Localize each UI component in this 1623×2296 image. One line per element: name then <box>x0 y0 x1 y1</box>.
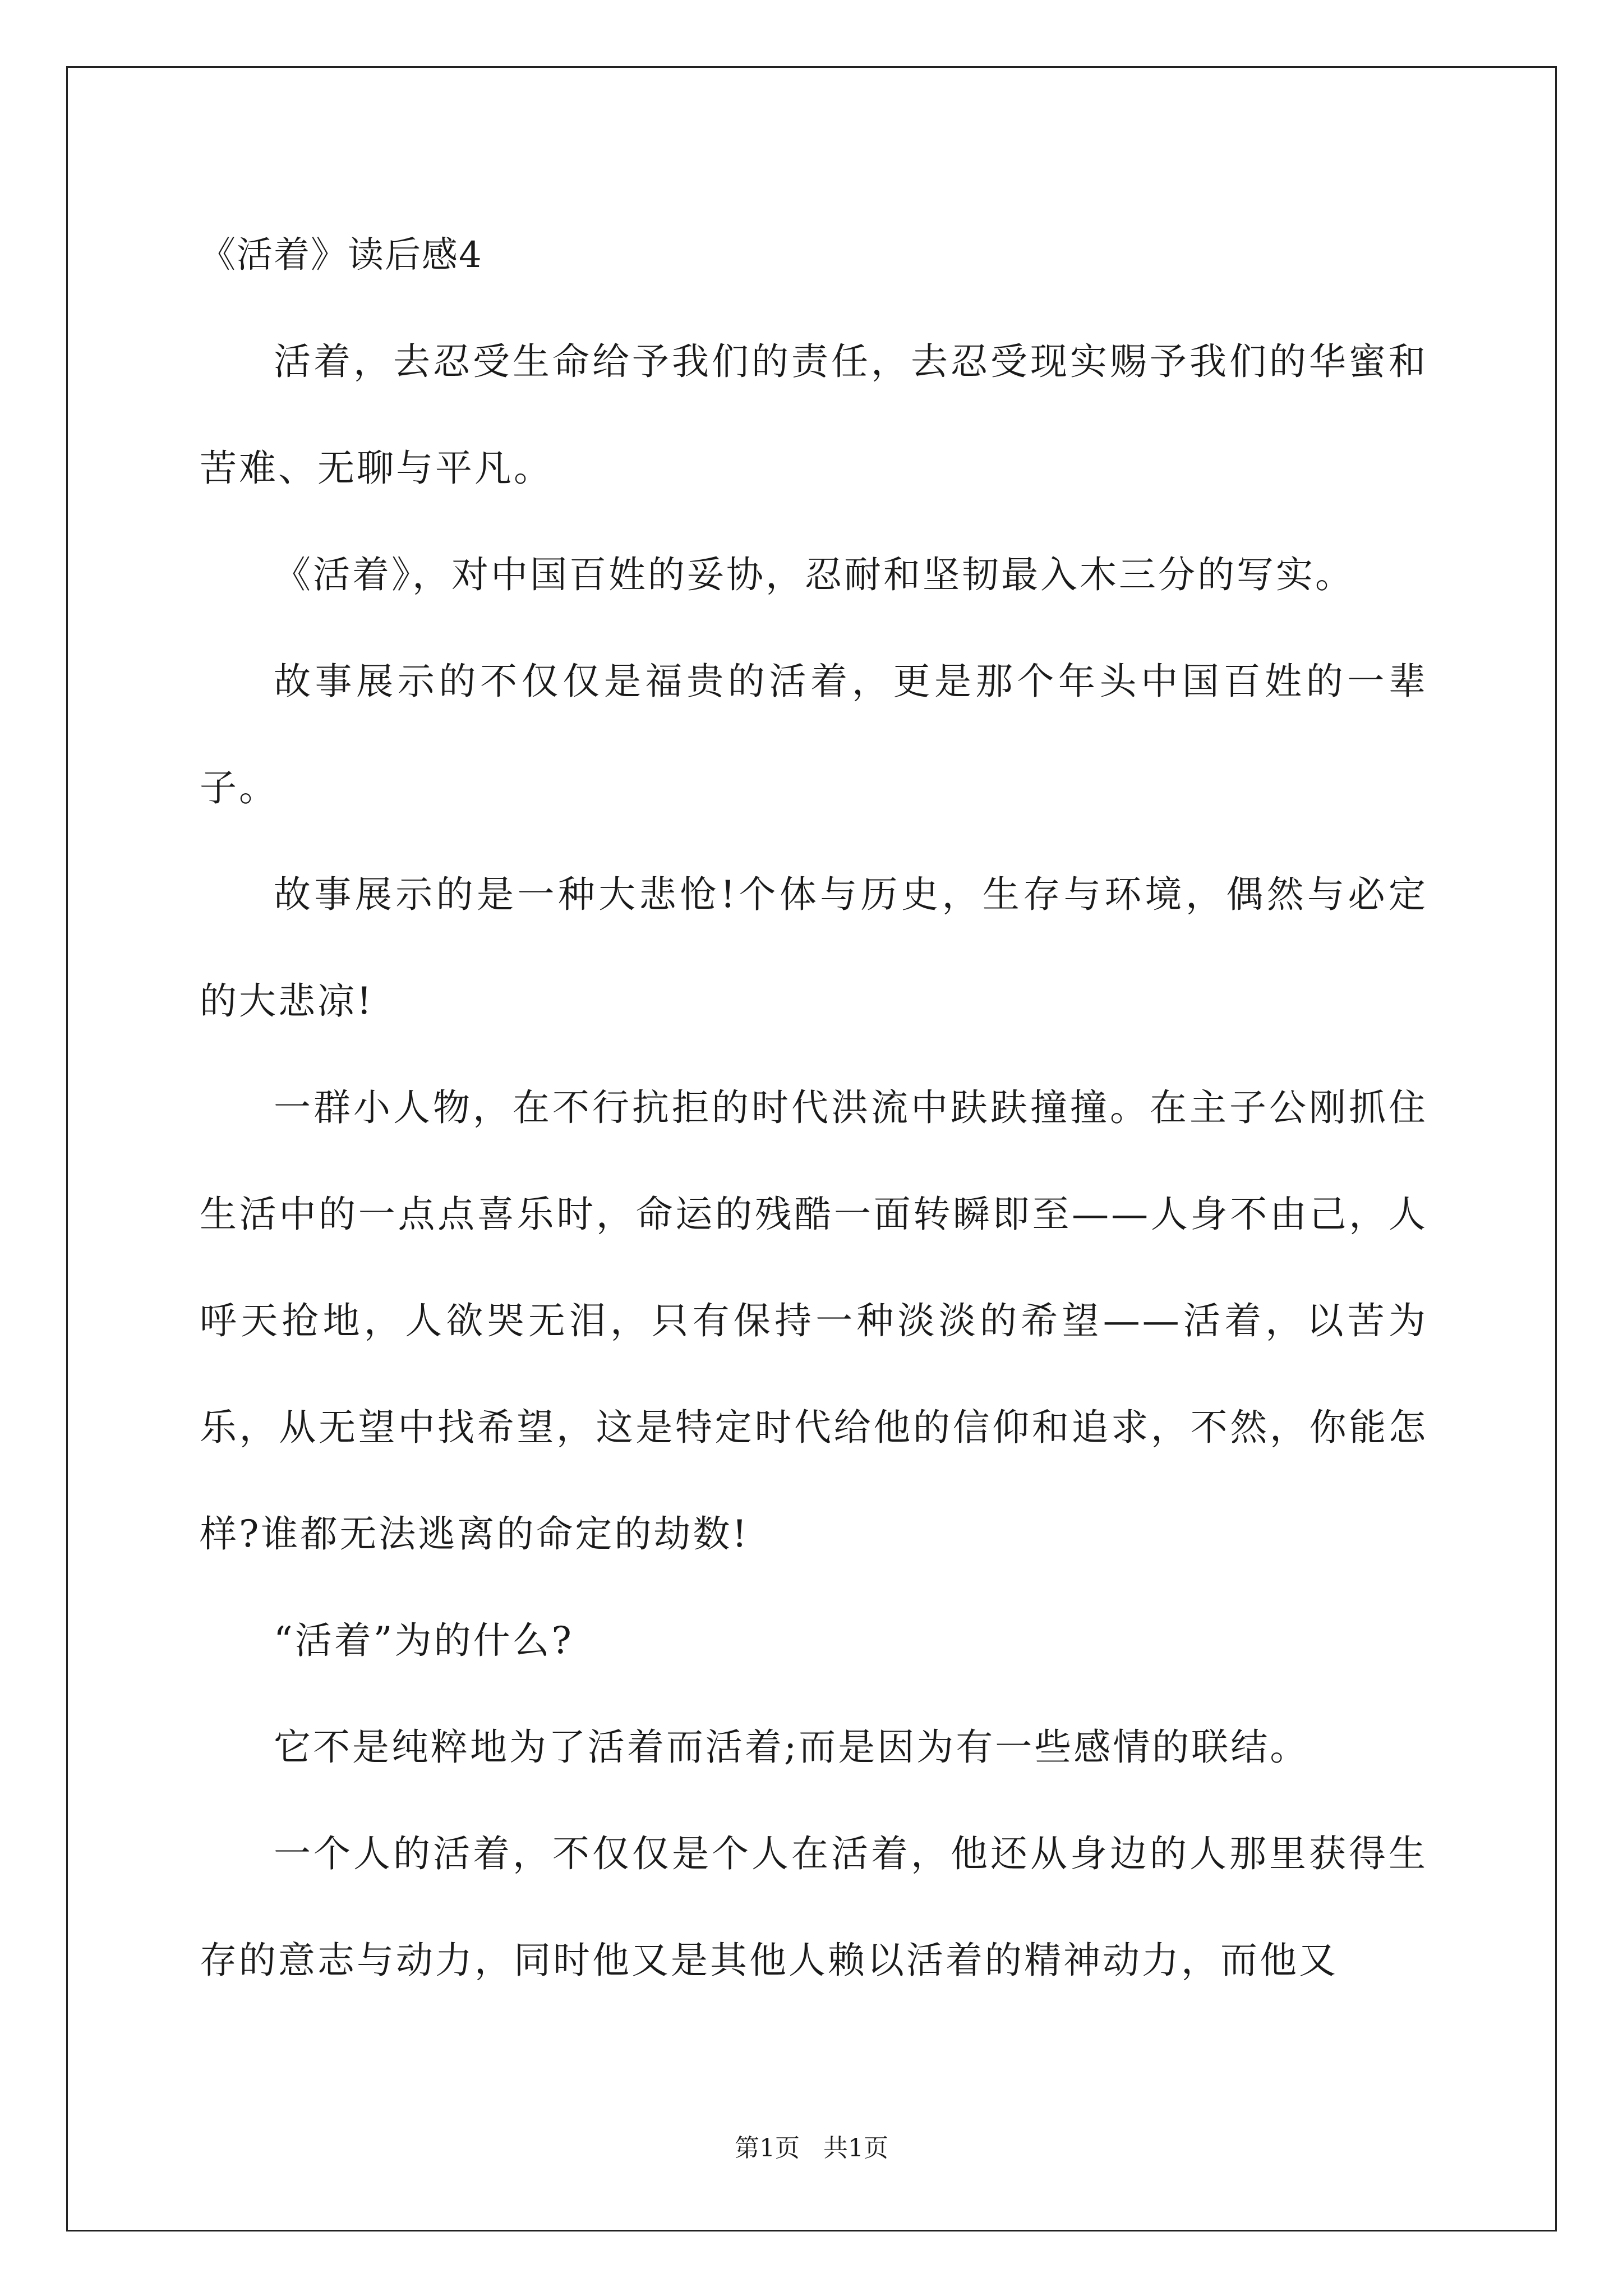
paragraph-6: “活着”为的什么? <box>274 1619 574 1662</box>
document-title: 《活着》读后感4 <box>200 234 483 276</box>
document-body <box>200 202 1428 2014</box>
paragraph-2: 《活着》，对中国百姓的妥协，忍耐和坚韧最入木三分的写实。 <box>274 553 1354 596</box>
paragraph-7: 它不是纯粹地为了活着而活着;而是因为有一些感情的联结。 <box>274 1726 1310 1769</box>
paragraph-1: 活着，去忍受生命给予我们的责任，去忍受现实赐予我们的华蜜和苦难、无聊与平凡。 <box>200 340 1428 490</box>
paragraph-3: 故事展示的不仅仅是福贵的活着，更是那个年头中国百姓的一辈子。 <box>200 660 1428 809</box>
paragraph-4: 故事展示的是一种大悲怆!个体与历史，生存与环境，偶然与必定的大悲凉! <box>200 873 1428 1023</box>
page-footer: 第1页 共1页 <box>735 2134 888 2162</box>
paragraph-8: 一个人的活着，不仅仅是个人在活着，他还从身边的人那里获得生存的意志与动力，同时他又是其他人赖以活着的精神动力，而他又 <box>200 1832 1428 1982</box>
paragraph-5: 一群小人物，在不行抗拒的时代洪流中趺趺撞撞。在主子公刚抓住生活中的一点点喜乐时，命运的残酷一面转瞬即至——人身不由己，人呼天抢地，人欲哭无泪，只有保持一种淡淡的希望——活着，以苦为乐，从无望中找希望，这是特定时代给他的信仰和追求，不然，你能怎样?谁都无法逃离的命定的劫数! <box>200 1086 1428 1556</box>
